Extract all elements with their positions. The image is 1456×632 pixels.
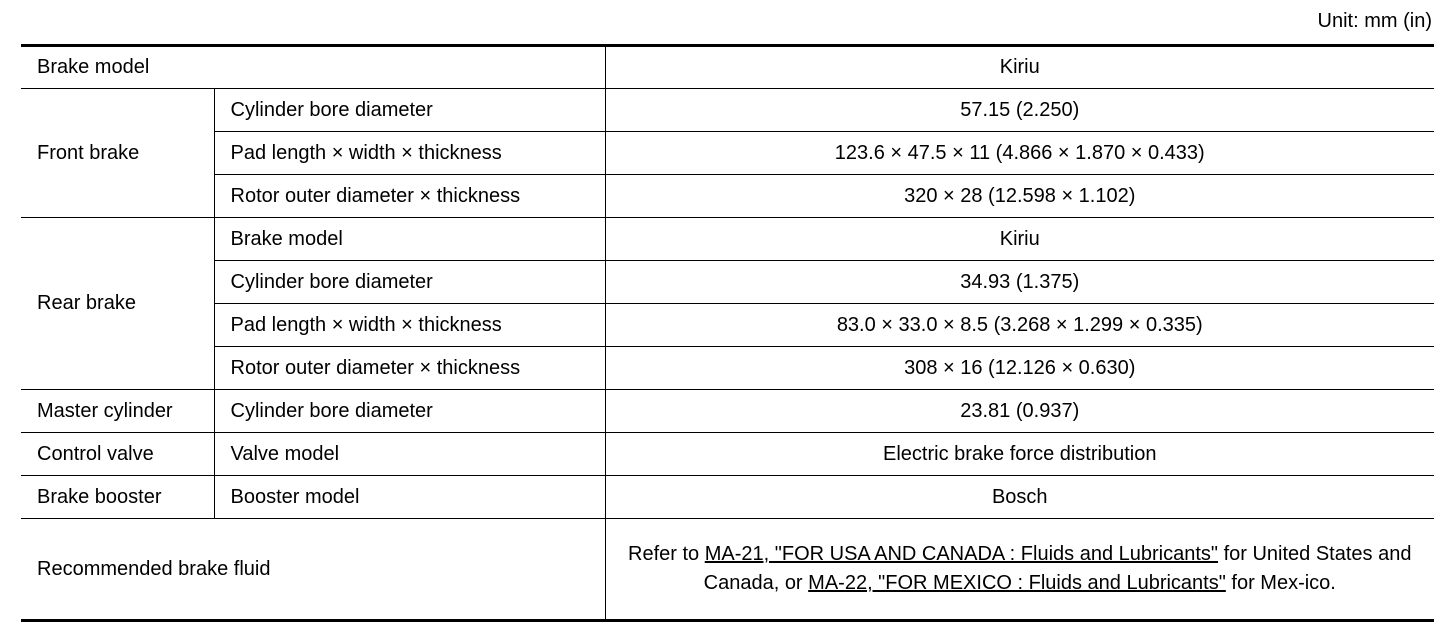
- row-value: 57.15 (2.250): [605, 89, 1434, 132]
- group-label-control-valve: Control valve: [21, 433, 214, 476]
- table-row: [21, 261, 1434, 304]
- fluid-text: for Mex-ico.: [1225, 572, 1336, 594]
- unit-label: Unit: mm (in): [1317, 10, 1432, 32]
- row-label: Valve model: [214, 433, 605, 476]
- brake-spec-table: [21, 44, 1434, 622]
- row-value: 123.6 × 47.5 × 11 (4.866 × 1.870 × 0.433): [605, 132, 1434, 175]
- row-value: Kiriu: [605, 46, 1434, 89]
- row-label: Rotor outer diameter × thickness: [214, 347, 605, 390]
- table-row: [21, 89, 1434, 132]
- table-row: [21, 519, 1434, 621]
- table-row: [21, 46, 1434, 89]
- group-label-rear-brake: Rear brake: [21, 218, 214, 390]
- row-label: Rotor outer diameter × thickness: [214, 175, 605, 218]
- row-label-brake-fluid: Recommended brake fluid: [21, 519, 605, 621]
- table-row: [21, 175, 1434, 218]
- table-row: [21, 347, 1434, 390]
- row-label: Cylinder bore diameter: [214, 390, 605, 433]
- table-row: [21, 390, 1434, 433]
- row-label: Pad length × width × thickness: [214, 304, 605, 347]
- row-label: Cylinder bore diameter: [214, 261, 605, 304]
- row-value: 23.81 (0.937): [605, 390, 1434, 433]
- brake-fluid-reference: [605, 519, 1434, 621]
- table-row: [21, 218, 1434, 261]
- row-label: Cylinder bore diameter: [214, 89, 605, 132]
- fluid-text: for United States and Canada, or: [703, 543, 1412, 594]
- link-ma-22[interactable]: MA-22, "FOR MEXICO : Fluids and Lubricants": [808, 572, 1226, 594]
- link-ma-21[interactable]: MA-21, "FOR USA AND CANADA : Fluids and Lubricants": [704, 543, 1219, 565]
- row-value: 308 × 16 (12.126 × 0.630): [605, 347, 1434, 390]
- row-label: Booster model: [214, 476, 605, 519]
- table-row: [21, 304, 1434, 347]
- table-row: [21, 476, 1434, 519]
- row-value: Bosch: [605, 476, 1434, 519]
- table-row: [21, 433, 1434, 476]
- group-label-brake-booster: Brake booster: [21, 476, 214, 519]
- group-label-front-brake: Front brake: [21, 89, 214, 218]
- table-row: [21, 132, 1434, 175]
- row-value: Kiriu: [605, 218, 1434, 261]
- row-label: Brake model: [214, 218, 605, 261]
- group-label-master-cylinder: Master cylinder: [21, 390, 214, 433]
- row-label: Brake model: [21, 46, 605, 89]
- row-value: 34.93 (1.375): [605, 261, 1434, 304]
- row-value: 320 × 28 (12.598 × 1.102): [605, 175, 1434, 218]
- row-value: 83.0 × 33.0 × 8.5 (3.268 × 1.299 × 0.335): [605, 304, 1434, 347]
- fluid-text: Refer to: [628, 543, 705, 565]
- row-label: Pad length × width × thickness: [214, 132, 605, 175]
- row-value: Electric brake force distribution: [605, 433, 1434, 476]
